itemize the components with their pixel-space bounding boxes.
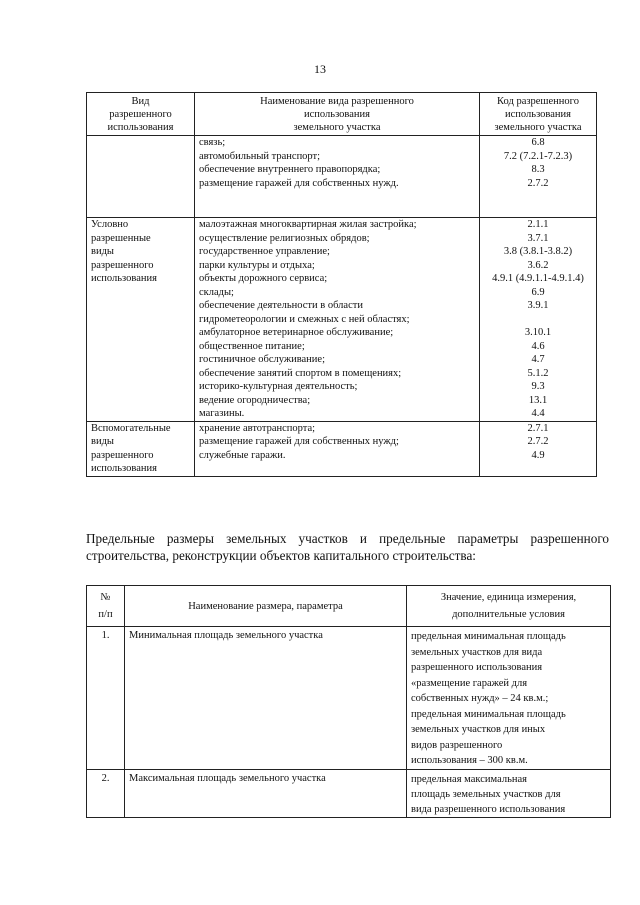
codes-cell: 2.7.1 2.7.2 4.9 bbox=[480, 421, 597, 476]
header-use-code: Код разрешенного использования земельного участка bbox=[480, 93, 597, 136]
parameter-value: предельная минимальная площадь земельных участков для вида разрешенного использования «размещение гаражей для собственных нужд» – 24 кв.м.; предельная минимальная площадь земельных участков для иных видов разрешенного использования – 300 кв.м. bbox=[407, 627, 611, 770]
limits-table-header-row bbox=[87, 586, 611, 627]
table-row bbox=[87, 136, 597, 218]
row-number: 1. bbox=[87, 627, 125, 770]
table-row bbox=[87, 421, 597, 476]
codes-cell: 2.1.1 3.7.1 3.8 (3.8.1-3.8.2) 3.6.2 4.9.1 (4.9.1.1-4.9.1.4) 6.9 3.9.1 3.10.1 4.6 4.7 5.1.2 9.3 13.1 4.4 bbox=[480, 218, 597, 422]
category-cell: Условно разрешенные виды разрешенного использования bbox=[87, 218, 195, 422]
page-number: 13 bbox=[314, 62, 326, 76]
parameter-value: предельная максимальная площадь земельных участков для вида разрешенного использования bbox=[407, 769, 611, 817]
table-row bbox=[87, 218, 597, 422]
items-cell: хранение автотранспорта; размещение гаражей для собственных нужд; служебные гаражи. bbox=[195, 421, 480, 476]
items-cell: малоэтажная многоквартирная жилая застройка; осуществление религиозных обрядов; государственное управление; парки культуры и отдыха; объекты дорожного сервиса; склады; обеспечение деятельности в области гидрометеорологии и смежных с ней областях; амбулаторное ветеринарное обслуживание; общественное питание; гостиничное обслуживание; обеспечение занятий спортом в помещениях; историко-культурная деятельность; ведение огородничества; магазины. bbox=[195, 218, 480, 422]
use-table-header-row bbox=[87, 93, 597, 136]
header-parameter-value: Значение, единица измерения, дополнительные условия bbox=[407, 586, 611, 627]
table-row bbox=[87, 627, 611, 770]
permitted-use-table bbox=[86, 92, 597, 477]
category-cell bbox=[87, 136, 195, 218]
codes-cell: 6.8 7.2 (7.2.1-7.2.3) 8.3 2.7.2 bbox=[480, 136, 597, 218]
header-number: № п/п bbox=[87, 586, 125, 627]
parameter-name: Максимальная площадь земельного участка bbox=[125, 769, 407, 817]
header-parameter-name: Наименование размера, параметра bbox=[125, 586, 407, 627]
limits-intro-paragraph: Предельные размеры земельных участков и предельные параметры разрешенного строительства, реконструкции объектов капитального строительства: bbox=[86, 531, 609, 564]
limits-table bbox=[86, 585, 611, 818]
header-use-kind: Вид разрешенного использования bbox=[87, 93, 195, 136]
category-cell: Вспомогательные виды разрешенного использования bbox=[87, 421, 195, 476]
table-row bbox=[87, 769, 611, 817]
header-use-name: Наименование вида разрешенного использования земельного участка bbox=[195, 93, 480, 136]
items-cell: связь; автомобильный транспорт; обеспечение внутреннего правопорядка; размещение гаражей для собственных нужд. bbox=[195, 136, 480, 218]
row-number: 2. bbox=[87, 769, 125, 817]
parameter-name: Минимальная площадь земельного участка bbox=[125, 627, 407, 770]
